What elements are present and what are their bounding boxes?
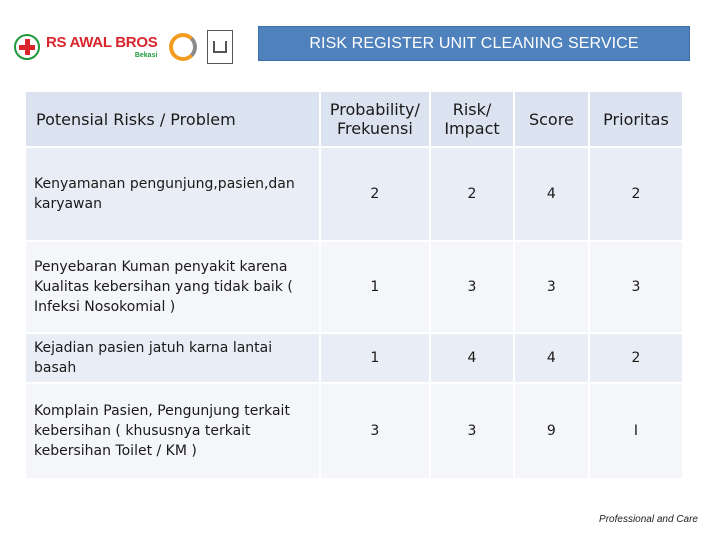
probability-cell: 1: [320, 333, 431, 383]
brand-name: RS AWAL BROS: [46, 34, 158, 51]
risk-cell: Kenyamanan pengunjung,pasien,dan karyawan: [25, 147, 320, 241]
score-cell: 3: [514, 241, 589, 333]
priority-cell: 2: [589, 333, 683, 383]
probability-cell: 2: [320, 147, 431, 241]
priority-cell: 3: [589, 241, 683, 333]
header-priority: Prioritas: [589, 91, 683, 147]
kars-certificate-icon: [207, 30, 233, 64]
priority-cell: 2: [589, 147, 683, 241]
header-score: Score: [514, 91, 589, 147]
table-row: [25, 241, 683, 333]
header-probability: Probability/ Frekuensi: [320, 91, 431, 147]
probability-cell: 1: [320, 241, 431, 333]
probability-cell: 3: [320, 383, 431, 479]
header-risk: Potensial Risks / Problem: [25, 91, 320, 147]
red-cross-icon: [14, 34, 40, 60]
impact-cell: 3: [430, 383, 514, 479]
score-cell: 4: [514, 333, 589, 383]
table-row: [25, 333, 683, 383]
footer-tagline: Professional and Care: [599, 514, 698, 525]
risk-cell: Komplain Pasien, Pengunjung terkait kebersihan ( khususnya terkait kebersihan Toilet / KM ): [25, 383, 320, 479]
risk-cell: Penyebaran Kuman penyakit karena Kualitas kebersihan yang tidak baik ( Infeksi Nosokomial ): [25, 241, 320, 333]
hospital-logo: [14, 24, 234, 70]
risk-cell: Kejadian pasien jatuh karna lantai basah: [25, 333, 320, 383]
priority-cell: I: [589, 383, 683, 479]
page-title-banner: [258, 26, 690, 61]
impact-cell: 2: [430, 147, 514, 241]
brand-city: Bekasi: [134, 52, 158, 59]
page-title: RISK REGISTER UNIT CLEANING SERVICE: [309, 34, 639, 52]
impact-cell: 4: [430, 333, 514, 383]
accreditation-seal-icon: [169, 33, 197, 61]
header-impact: Risk/ Impact: [430, 91, 514, 147]
score-cell: 4: [514, 147, 589, 241]
table-row: [25, 383, 683, 479]
score-cell: 9: [514, 383, 589, 479]
table-header-row: [25, 91, 683, 147]
brand-text: [46, 35, 157, 59]
impact-cell: 3: [430, 241, 514, 333]
table-row: [25, 147, 683, 241]
risk-register-table: [24, 90, 684, 480]
